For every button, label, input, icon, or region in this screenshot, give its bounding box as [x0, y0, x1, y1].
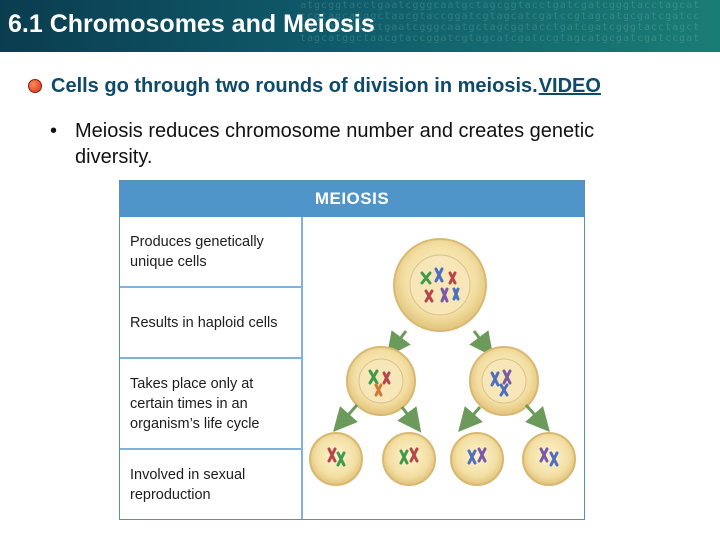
- gamete-cell: [523, 433, 575, 485]
- arrow-icon: [394, 331, 406, 347]
- parent-cell: [394, 239, 486, 331]
- figure-header: MEIOSIS: [120, 181, 584, 217]
- feature-row: Involved in sexual reproduction: [120, 450, 303, 519]
- arrow-icon: [341, 405, 357, 423]
- slide-title: 6.1 Chromosomes and Meiosis: [8, 10, 375, 38]
- feature-row: Results in haploid cells: [120, 288, 303, 359]
- arrow-icon: [402, 407, 414, 423]
- orange-circle-bullet-icon: [28, 79, 42, 93]
- gamete-cell: [310, 433, 362, 485]
- gamete-cell: [383, 433, 435, 485]
- arrow-icon: [526, 405, 542, 423]
- daughter-cell: [347, 347, 415, 415]
- arrow-icon: [474, 331, 486, 347]
- title-bar: [0, 0, 720, 52]
- video-link[interactable]: VIDEO: [538, 74, 601, 97]
- sub-point-text: Meiosis reduces chromosome number and creates genetic diversity.: [75, 120, 595, 168]
- main-point: [28, 73, 718, 99]
- gamete-cell: [451, 433, 503, 485]
- meiosis-figure: [119, 180, 585, 520]
- feature-list: [120, 217, 303, 519]
- bullet-point: •: [50, 120, 58, 142]
- arrow-icon: [466, 407, 480, 423]
- meiosis-cell-diagram: [304, 217, 584, 519]
- dna-sequence-background: atgcggtacctgaatcgggcaatgctagcggtacctgatcgatcgggtacctagcat ccgtagcatggctaacgtaccggatcgtagcatcgatccgtagcatgcgatcgatcc gatcgggtacctgaatcgggcaatgctagcggtacctgatcgatcgggtacctagct tagcatggctaacgtaccggatcgtagcatcgatccgtagcatgcgatcgatccgat: [300, 0, 701, 44]
- feature-row: Takes place only at certain times in an organism’s life cycle: [120, 359, 303, 450]
- main-point-text: Cells go through two rounds of division in meiosis.: [51, 74, 538, 97]
- feature-row: Produces genetically unique cells: [120, 217, 303, 288]
- sub-point: [50, 118, 670, 170]
